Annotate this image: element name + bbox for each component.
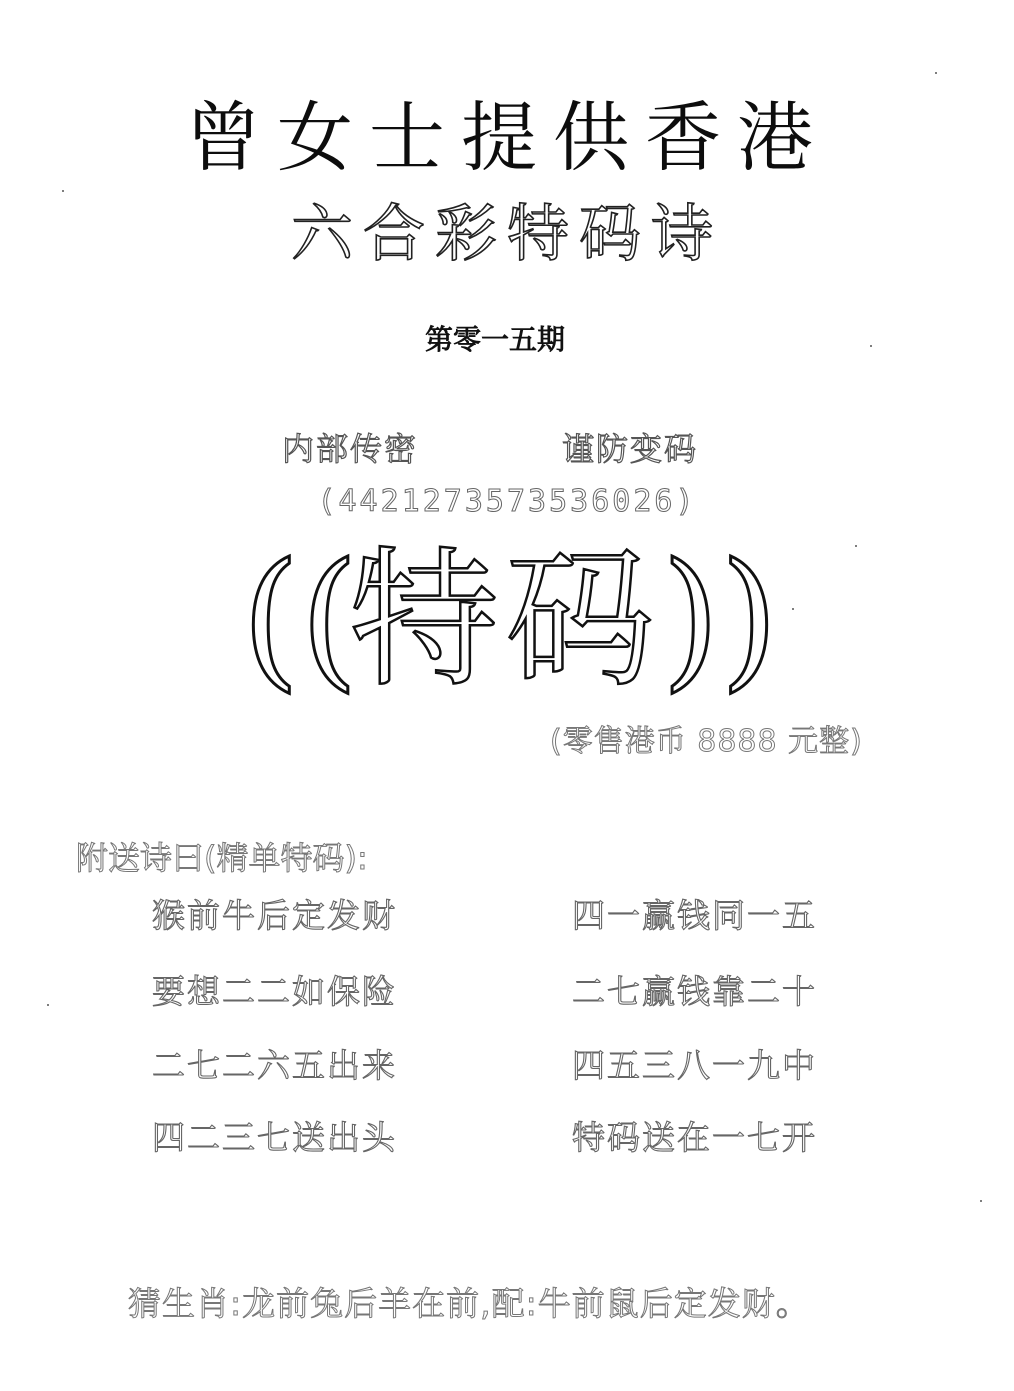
special-code-text: 特码 (348, 534, 662, 708)
issue-number: 第零一五期 (424, 323, 565, 356)
scan-speck (62, 190, 64, 192)
code-number: (4421273573536026) (317, 484, 697, 519)
close-bracket: )) (661, 532, 779, 706)
secret-tag: 内部传密 (282, 430, 419, 468)
poem-line: 四一赢钱同一五 (572, 896, 817, 935)
document-subtitle: 六合彩特码诗 (290, 197, 723, 270)
poem-line: 四五三八一九中 (572, 1046, 817, 1085)
poem-line: 二七赢钱靠二十 (572, 972, 817, 1011)
special-code-heading (0, 520, 1014, 710)
scan-speck (855, 545, 857, 547)
scan-speck (980, 1200, 982, 1202)
price-note: (零售港币 8888 元整) (550, 724, 863, 759)
scan-speck (935, 72, 937, 74)
open-bracket: (( (241, 532, 359, 706)
poem-line: 特码送在一七开 (572, 1118, 817, 1157)
scan-speck (870, 345, 872, 347)
zodiac-footer: 猜生肖:龙前兔后羊在前,配:牛前鼠后定发财。 (128, 1284, 810, 1323)
poem-line: 四二三七送出头 (152, 1118, 397, 1157)
warning-tag: 谨防变码 (562, 430, 699, 468)
document-title: 曾女士提供香港 (185, 93, 829, 182)
scan-speck (792, 608, 794, 610)
poem-title: 附送诗曰(精单特码): (76, 839, 368, 877)
poem-line: 二七二六五出来 (152, 1046, 397, 1085)
poem-line: 猴前牛后定发财 (152, 896, 397, 935)
poem-line: 要想二二如保险 (152, 972, 397, 1011)
scan-speck (47, 1004, 49, 1006)
